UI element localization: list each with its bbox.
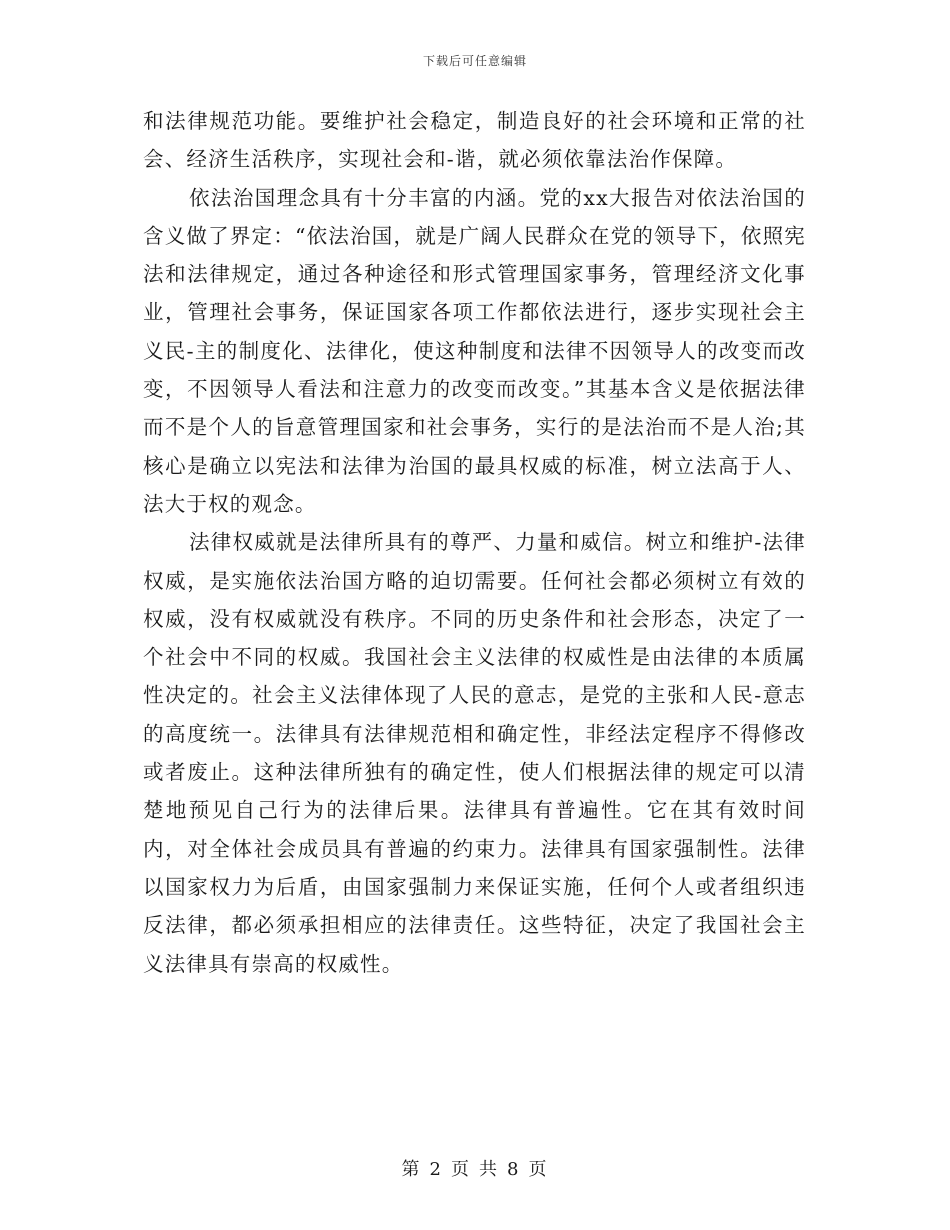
footer-page-label: 第 [401, 1159, 422, 1180]
footer-total-word: 页 [528, 1159, 549, 1180]
page-header-note: 下载后可任意编辑 [422, 54, 527, 68]
paragraph-legal-authority: 法律权威就是法律所具有的尊严、力量和威信。树立和维护-法律权威，是实施依法治国方略的迫切需要。任何社会都必须树立有效的权威，没有权威就没有秩序。不同的历史条件和社会形态，决定了一个社会中不同的权威。我国社会主义法律的权威性是由法律的本质属性决定的。社会主义法律体现了人民的意志，是党的主张和人民-意志的高度统一。法律具有法律规范相和确定性，非经法定程序不得修改或者废止。这种法律所独有的确定性，使人们根据法律的规定可以清楚地预见自己行为的法律后果。法律具有普遍性。它在其有效时间内，对全体社会成员具有普遍的约束力。法律具有国家强制性。法律以国家权力为后盾，由国家强制力来保证实施，任何个人或者组织违反法律，都必须承担相应的法律责任。这些特征，决定了我国社会主义法律具有崇高的权威性。 [143, 530, 806, 976]
document-body [143, 102, 806, 983]
footer-total-label: 共 [479, 1159, 499, 1180]
paragraph-rule-of-law-concept: 依法治国理念具有十分丰富的内涵。党的xx大报告对依法治国的含义做了界定：“依法治国，就是广阔人民群众在党的领导下，依照宪法和法律规定，通过各种途径和形式管理国家事务，管理经济文化事业，管理社会事务，保证国家各项工作都依法进行，逐步实现社会主义民-主的制度化、法律化，使这种制度和法律不因领导人的改变而改变，不因领导人看法和注意力的改变而改变。”其基本含义是依据法律而不是个人的旨意管理国家和社会事务，实行的是法治而不是人治;其核心是确立以宪法和法律为治国的最具权威的标准，树立法高于人、法大于权的观念。 [143, 185, 806, 516]
footer-page-number: 2 [429, 1159, 443, 1180]
page-footer [0, 1155, 950, 1181]
footer-total-pages: 8 [507, 1159, 521, 1180]
paragraph-continuation: 和法律规范功能。要维护社会稳定，制造良好的社会环境和正常的社会、经济生活秩序，实现社会和-谐，就必须依靠法治作保障。 [143, 109, 806, 172]
footer-page-word: 页 [451, 1159, 471, 1180]
